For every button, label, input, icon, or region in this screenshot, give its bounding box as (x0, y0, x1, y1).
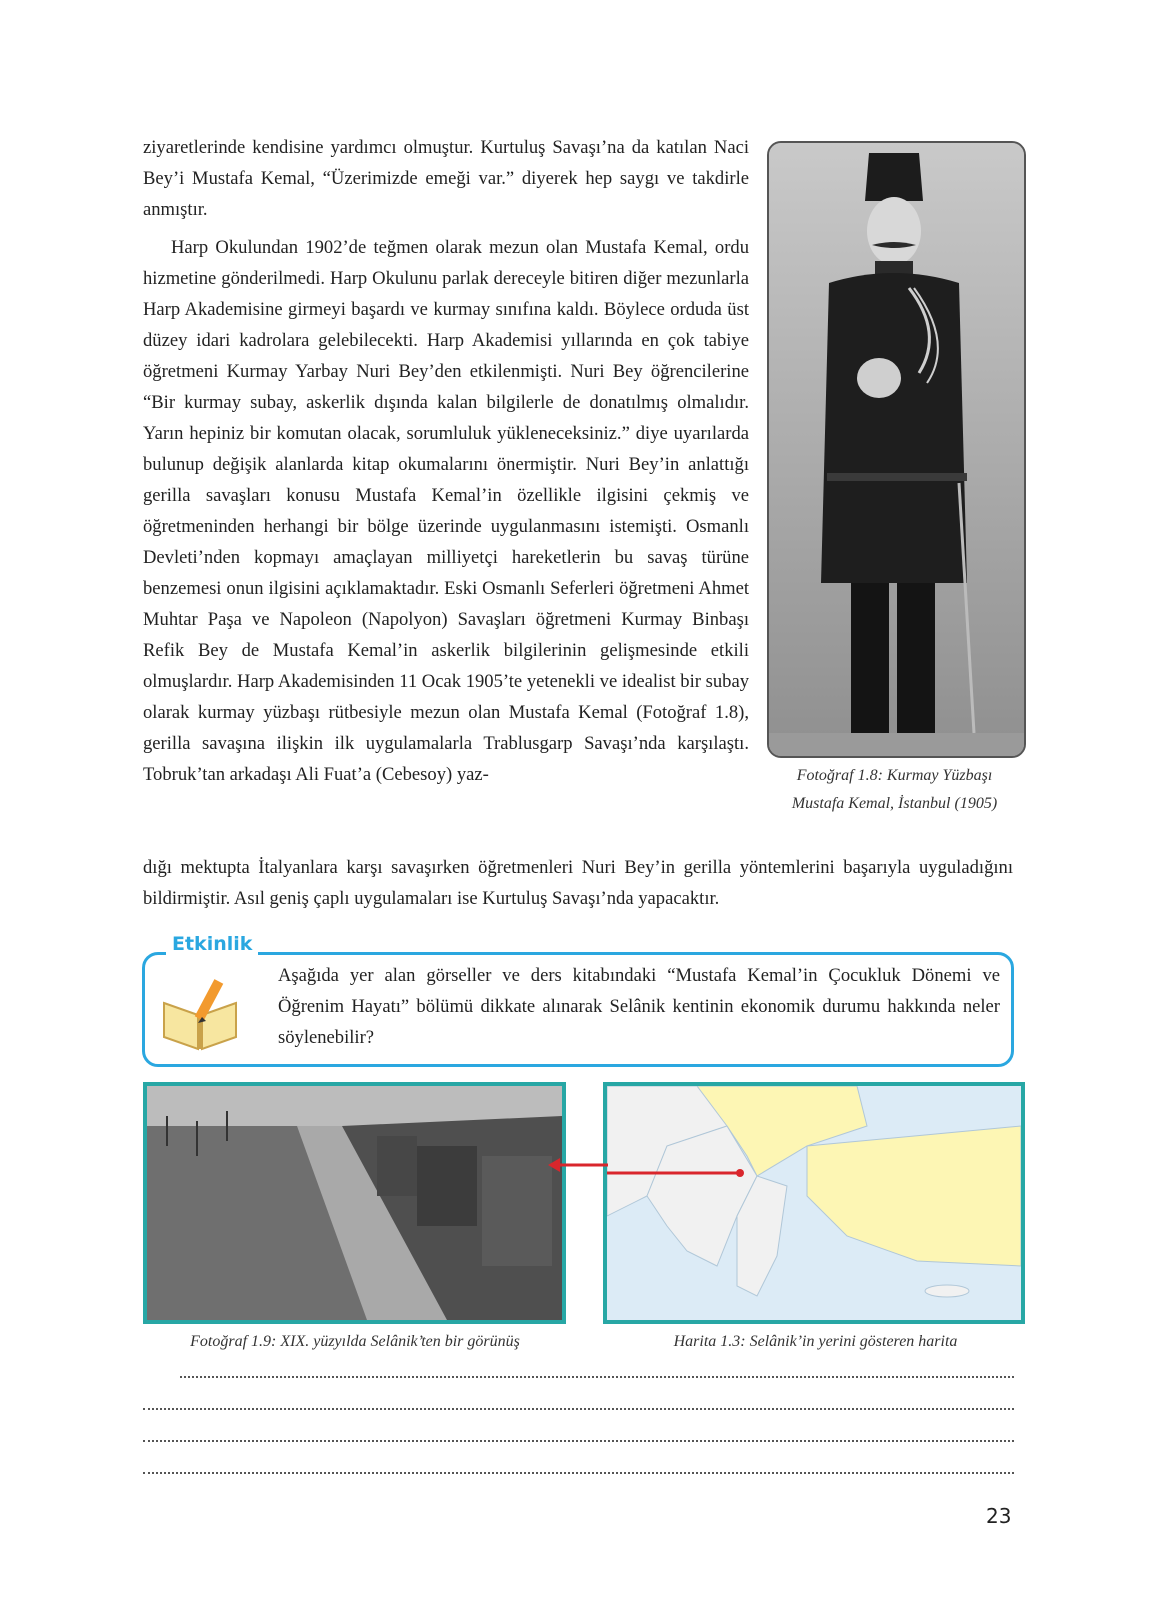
caption-map-1-3: Harita 1.3: Selânik’in yerini gösteren harita (673, 1333, 958, 1350)
caption-photo-1-9: Fotoğraf 1.9: XIX. yüzyılda Selânik’ten bir görünüş (190, 1333, 520, 1350)
activity-title: Etkinlik (166, 933, 258, 955)
photo-salonica (143, 1082, 566, 1324)
officer-portrait-illustration (769, 143, 1024, 756)
salonica-waterfront-illustration (147, 1086, 562, 1320)
paragraph-main (143, 232, 749, 790)
caption-line: Mustafa Kemal, İstanbul (1905) (791, 795, 998, 812)
page-number: 23 (986, 1504, 1012, 1528)
red-arrow-icon (548, 1154, 608, 1176)
photo-mustafa-kemal (767, 141, 1026, 758)
activity-question: Aşağıda yer alan görseller ve ders kitabındaki “Mustafa Kemal’in Çocukluk Dönemi ve Öğrenim Hayatı” bölümü dikkate alınarak Selânik kentinin ekonomik durumu hakkında neler söylenebilir? (278, 965, 1000, 1048)
balkans-map-illustration (607, 1086, 1021, 1320)
paragraph-text: ziyaretlerinde kendisine yardımcı olmuştur. Kurtuluş Savaşı’na da katılan Naci Bey’i Mustafa Kemal, “Üzerimizde emeği var.” diyerek hep saygı ve takdirle anmıştır. (143, 137, 749, 220)
answer-line[interactable] (143, 1440, 1014, 1442)
paragraph-text: Harp Okulundan 1902’de teğmen olarak mezun olan Mustafa Kemal, ordu hizmetine gönderilmedi. Harp Okulunu parlak dereceyle bitiren diğer mezunlarla Harp Akademisine girmeyi başardı ve kurmay sınıfına kaldı. Böylece orduda üst düzey idari kadrolara gelebilecekti. Harp Akademisi yıllarında en çok tabiye öğretmeni Kurmay Yarbay Nuri Bey’den etkilenmişti. Nuri Bey öğrencilerine “Bir kurmay subay, askerlik dışında kalan bilgilerle de donatılmış olmalıdır. Yarın hepiniz bir komutan olacak, sorumluluk yükleneceksiniz.” diye uyarılarda bulunup değişik alanlarda kitap okumalarını önermiştir. Nuri Bey’in anlattığı gerilla savaşları konusu Mustafa Kemal’in özellikle ilgisini çekmiş ve öğretmeninden herhangi bir bölge üzerinde uygulanmasını istemişti. Osmanlı Devleti’nden kopmayı amaçlayan milliyetçi hareketlerin bu savaş türüne benzemesi onun ilgisini açıklamaktadır. Eski Osmanlı Seferleri öğretmeni Ahmet Muhtar Paşa ve Napoleon (Napolyon) Savaşları öğretmeni Kurmay Binbaşı Refik Bey de Mustafa Kemal’in askerlik bilgilerinin gelişmesinde etkili olmuşlardır. Harp Akademisinden 11 Ocak 1905’te yetenekli ve idealist bir subay olarak kurmay yüzbaşı rütbesiyle mezun olan Mustafa Kemal (Fotoğraf 1.8), gerilla savaşına ilişkin ilk uygulamalarla Trablusgarp Savaşı’nda karşılaştı. Tobruk’tan arkadaşı Ali Fuat’a (Cebesoy) yaz- (143, 237, 749, 785)
caption-line: Fotoğraf 1.8: Kurmay Yüzbaşı (796, 767, 993, 784)
answer-line[interactable] (180, 1376, 1014, 1378)
book-pencil-icon (160, 975, 240, 1051)
paragraph-intro (143, 132, 749, 225)
caption-photo-1-8 (762, 762, 1027, 818)
paragraph-continuation: dığı mektupta İtalyanlara karşı savaşırken öğretmenleri Nuri Bey’in gerilla yöntemlerini başarıyla uyguladığını bildirmiştir. Asıl geniş çaplı uygulamaları ise Kurtuluş Savaşı’nda yapacaktır. (143, 857, 1013, 909)
answer-line[interactable] (143, 1408, 1014, 1410)
map-salonica (603, 1082, 1025, 1324)
answer-line[interactable] (143, 1472, 1014, 1474)
